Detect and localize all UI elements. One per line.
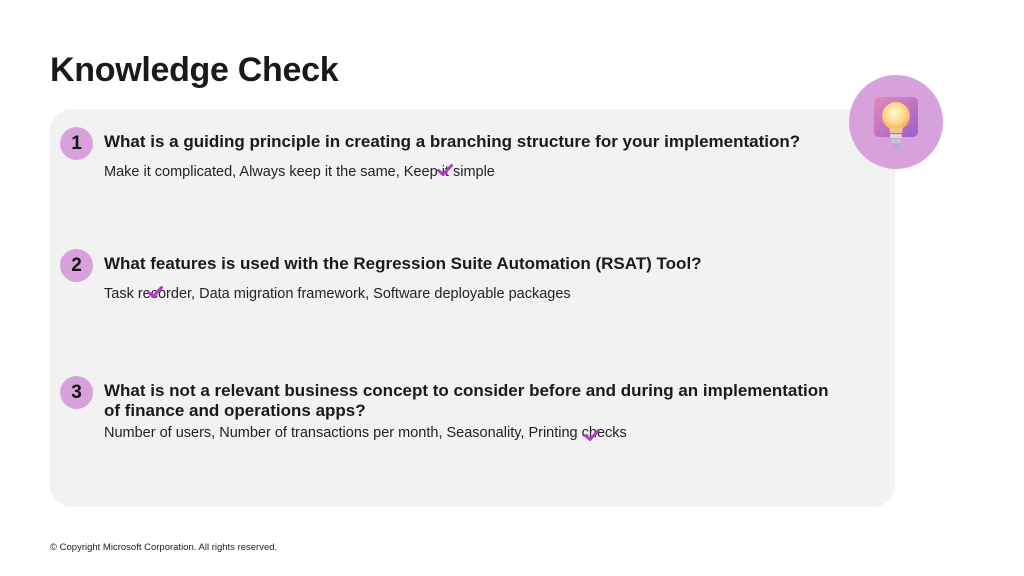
checkmark-icon xyxy=(147,286,163,298)
question-text: What is a guiding principle in creating a branching structure for your implementation? xyxy=(104,132,801,151)
lightbulb-icon xyxy=(872,95,920,149)
question-number-badge: 3 xyxy=(60,376,93,409)
question-text: What is not a relevant business concept to consider before and during an implementation of finance and operations apps? xyxy=(104,381,829,420)
answer-options: Make it complicated, Always keep it the same, Keep it simple xyxy=(104,164,495,180)
question-text: What features is used with the Regression Suite Automation (RSAT) Tool? xyxy=(104,254,702,273)
lightbulb-badge xyxy=(849,75,943,169)
question-number-badge: 2 xyxy=(60,249,93,282)
page-title: Knowledge Check xyxy=(50,51,339,89)
answer-options: Task recorder, Data migration framework, Software deployable packages xyxy=(104,286,571,302)
copyright-notice: © Copyright Microsoft Corporation. All rights reserved. xyxy=(50,542,278,553)
question-number-badge: 1 xyxy=(60,127,93,160)
answer-options: Number of users, Number of transactions per month, Seasonality, Printing checks xyxy=(104,425,627,441)
checkmark-icon xyxy=(584,429,600,441)
checkmark-icon xyxy=(437,164,453,176)
